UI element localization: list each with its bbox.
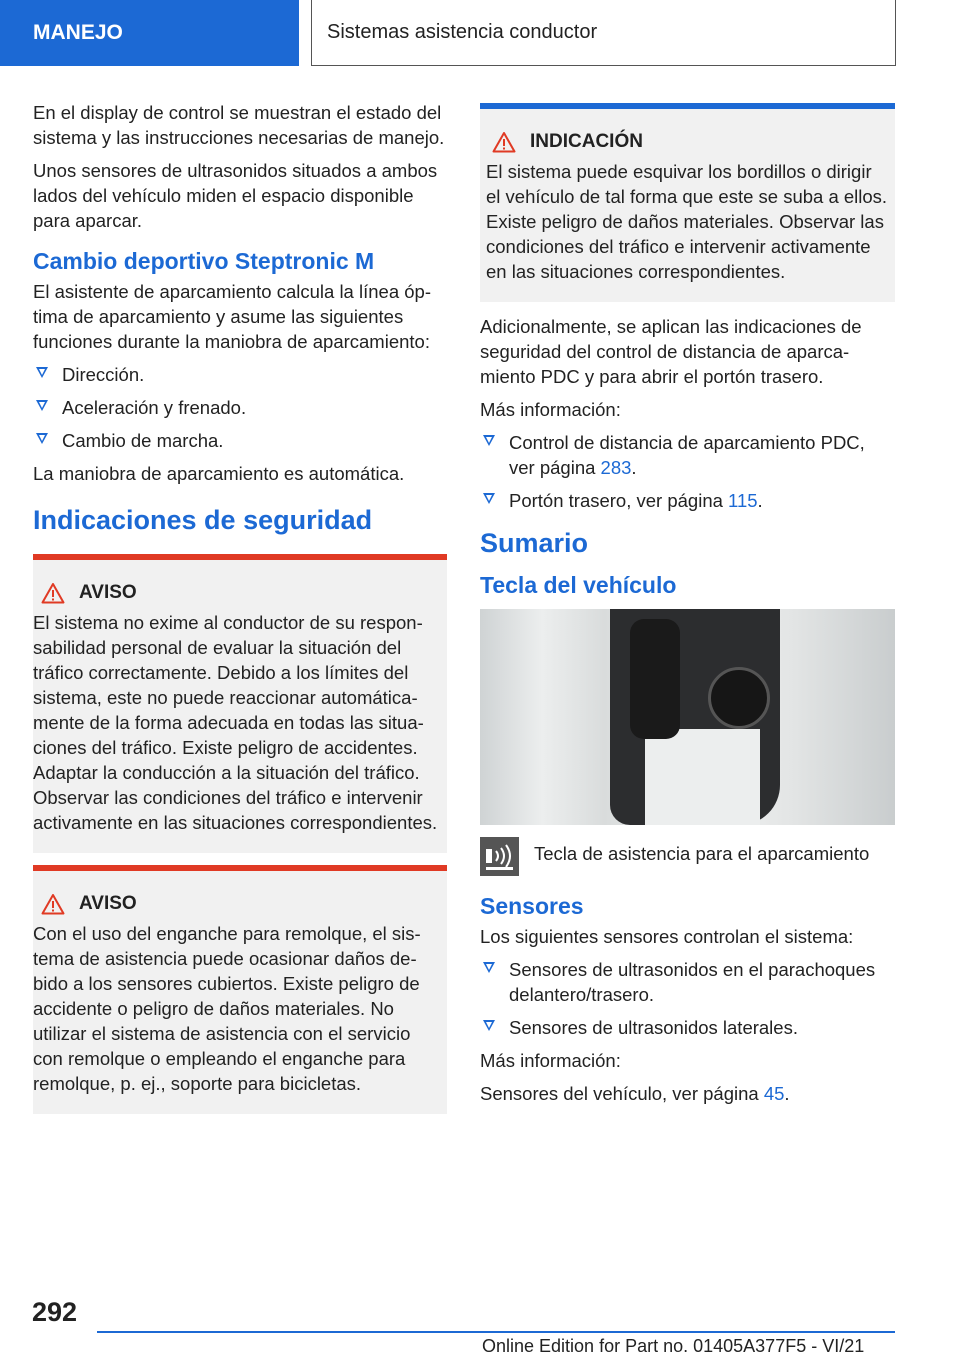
note-box [480,103,895,302]
list-item: Sensores de ultrasonidos en el parachoques delantero/trasero. [480,957,895,1007]
bullet-triangle-icon [483,493,495,504]
center-console-photo [480,609,895,825]
warning-text: Con el uso del enganche para remolque, el sistema de asistencia puede ocasionar daños debido a los sensores cubiertos. Existe peligro de accidente o peligro de daños materiales. No utilizar el sistema de asistencia con el servicio con remolque o empleando el enganche para remolque, p. ej., soporte para bicicletas. [33,923,421,1094]
key-legend [480,837,895,876]
list-item: Portón trasero, ver página 115. [480,488,895,513]
parking-sensor-icon [480,837,519,876]
sensors-more-info: Más información: [480,1050,621,1071]
intro-paragraph-1: En el display de control se muestran el estado del sistema y las instrucciones necesarias de manejo. [33,102,445,148]
list-item: Control de distancia de aparcamiento PDC, ver página 283. [480,430,895,480]
right-column [480,103,895,1114]
page-link-45[interactable]: 45 [763,1083,785,1104]
note-text: El sistema puede esquivar los bordillos o dirigir el vehículo de tal forma que este se suba a ellos. Existe peligro de daños materiales. Observar las condiciones del tráfico e intervenir activamente en las situaciones correspondientes. [486,161,888,282]
bullet-triangle-icon [36,433,48,444]
bullet-triangle-icon [483,435,495,446]
warning-title: AVISO [41,582,447,604]
list-item: Cambio de marcha. [33,428,447,453]
warning-triangle-icon [492,131,516,153]
console-lower-panel [645,729,760,825]
sensors-link-line: Sensores del vehículo, ver página 45. [480,1083,790,1104]
bullet-triangle-icon [483,962,495,973]
bullet-triangle-icon [483,1020,495,1031]
warning-triangle-icon [41,582,65,604]
links-list [480,430,895,513]
bullet-triangle-icon [36,367,48,378]
list-item: Aceleración y frenado. [33,395,447,420]
parking-assistant-icon [480,837,519,876]
intro-paragraph-2: Unos sensores de ultrasonidos situados a ambos lados del vehículo miden el espacio disponible para aparcar. [33,160,438,231]
warning-triangle-icon [41,893,65,915]
warning-box-2 [33,865,447,1114]
list-item: Sensores de ultrasonidos laterales. [480,1015,895,1040]
idrive-controller [708,667,770,729]
page-number: 292 [32,1297,78,1327]
page-link-283[interactable]: 283 [600,457,632,478]
sensors-text: Los siguientes sensores controlan el sistema: [480,926,854,947]
steptronic-outro: La maniobra de aparcamiento es automática. [33,463,405,484]
additional-paragraph: Adicionalmente, se aplican las indicaciones de seguridad del control de distancia de aparcamiento PDC y para abrir el portón trasero. [480,316,862,387]
footer-edition: Online Edition for Part no. 01405A377F5 - VI/21 [482,1336,865,1356]
sensors-list [480,957,895,1040]
note-title: INDICACIÓN [492,131,895,153]
list-item: Dirección. [33,362,447,387]
warning-box-1 [33,554,447,853]
safety-heading: Indicaciones de seguridad [33,505,373,535]
gear-shifter [630,619,680,739]
key-caption: Tecla de asistencia para el aparcamiento [534,843,870,864]
header-section: MANEJO [0,0,299,66]
left-column [33,100,447,1126]
page-link-115[interactable]: 115 [728,490,758,511]
warning-title: AVISO [41,893,447,915]
steptronic-heading: Cambio deportivo Steptronic M [33,248,375,274]
footer-rule [97,1331,895,1333]
key-heading: Tecla del vehículo [480,572,677,598]
sensors-heading: Sensores [480,893,584,919]
summary-heading: Sumario [480,528,589,558]
more-info-label: Más información: [480,399,621,420]
bullet-triangle-icon [36,400,48,411]
warning-text: El sistema no exime al conductor de su responsabilidad personal de evaluar la situación del tráfico correctamente. Debido a los límites del sistema, este no puede reaccionar automáticamente de la forma adecuada en todas las situaciones del tráfico. Existe peligro de accidentes. Adaptar la conducción a la situación del tráfico. Observar las condiciones del tráfico e intervenir activamente en las situaciones correspondientes. [33,612,438,833]
steptronic-list [33,362,447,453]
steptronic-text: El asistente de aparcamiento calcula la línea óptima de aparcamiento y asume las siguientes funciones durante la maniobra de aparcamiento: [33,281,431,352]
header-chapter: Sistemas asistencia conductor [311,0,896,66]
